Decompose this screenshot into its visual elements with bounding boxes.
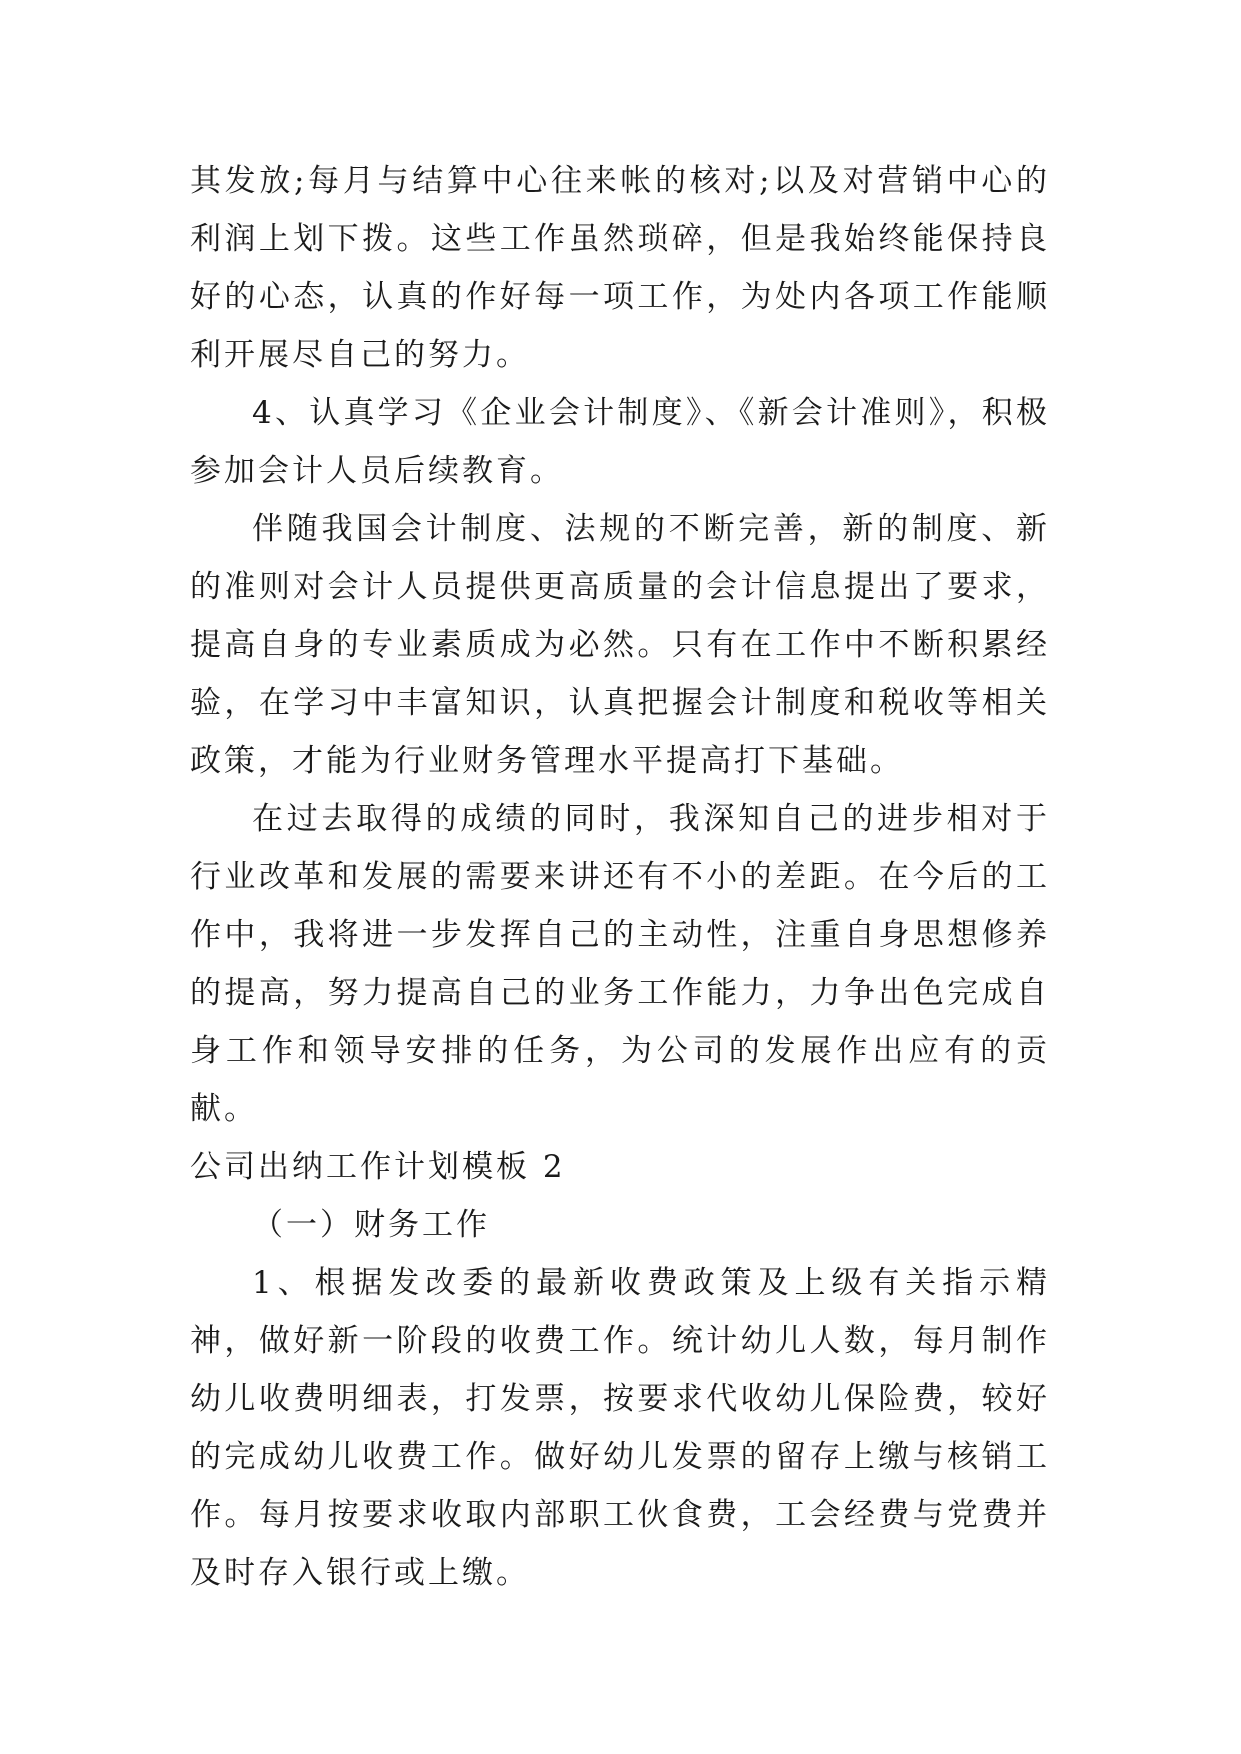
section-heading: 公司出纳工作计划模板 2 <box>190 1149 566 1185</box>
paragraph-continuation: 其发放;每月与结算中心往来帐的核对;以及对营销中心的利润上划下拨。这些工作虽然琐碎，但是我始终能保持良好的心态，认真的作好每一项工作，为处内各项工作能顺利开展尽自己的努力。 <box>190 163 1050 373</box>
paragraph-item-4: 4、认真学习《企业会计制度》、《新会计准则》，积极参加会计人员后续教育。 <box>190 395 1050 489</box>
paragraph-body: 伴随我国会计制度、法规的不断完善，新的制度、新的准则对会计人员提供更高质量的会计信息提出了要求，提高自身的专业素质成为必然。只有在工作中不断积累经验，在学习中丰富知识，认真把握会计制度和税收等相关政策，才能为行业财务管理水平提高打下基础。 <box>190 511 1050 779</box>
subsection-heading: （一）财务工作 <box>252 1207 490 1243</box>
paragraph-body: 在过去取得的成绩的同时，我深知自己的进步相对于行业改革和发展的需要来讲还有不小的差距。在今后的工作中，我将进一步发挥自己的主动性，注重自身思想修养的提高，努力提高自己的业务工作能力，力争出色完成自身工作和领导安排的任务，为公司的发展作出应有的贡献。 <box>190 801 1050 1127</box>
document-body <box>190 152 1050 1602</box>
paragraph-item-1: 1、根据发改委的最新收费政策及上级有关指示精神，做好新一阶段的收费工作。统计幼儿人数，每月制作幼儿收费明细表，打发票，按要求代收幼儿保险费，较好的完成幼儿收费工作。做好幼儿发票的留存上缴与核销工作。每月按要求收取内部职工伙食费，工会经费与党费并及时存入银行或上缴。 <box>190 1265 1050 1591</box>
